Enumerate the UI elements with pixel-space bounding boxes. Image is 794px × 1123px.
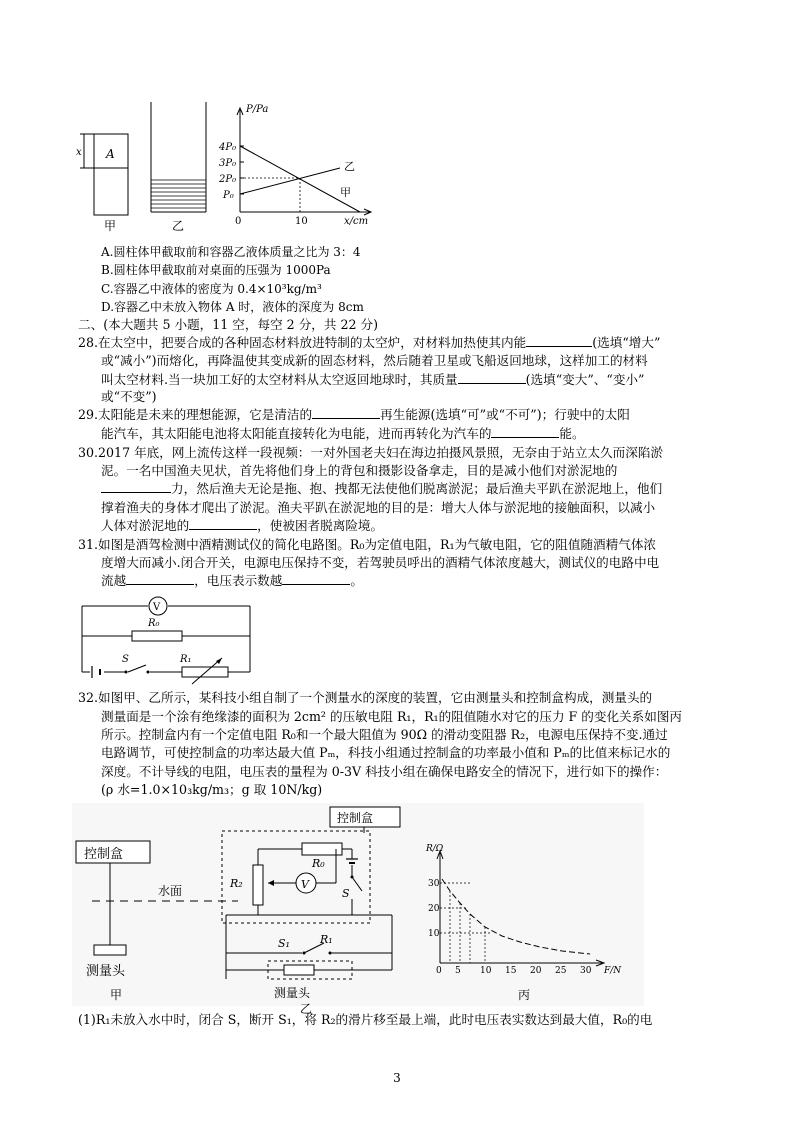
q31-blank-1[interactable] (126, 572, 194, 585)
q31-line-1: 31.如图是酒驾检测中酒精测试仪的简化电路图。R₀为定值电阻，R₁为气敏电阻，它的阻值随酒精气体浓 (78, 537, 657, 552)
q29-blank-2[interactable] (491, 425, 559, 438)
line-label-jia: 甲 (340, 186, 351, 199)
q30-blank-1[interactable] (101, 480, 171, 493)
q29-line-1: 29.太阳能是未来的理想能源，它是清洁的 再生能源(选填“可”或“不可”)；行驶中的太阳 (78, 407, 630, 422)
graph-ticks (240, 146, 244, 194)
r0-yi-label: R₀ (312, 857, 325, 870)
caption-jia: 甲 (110, 988, 123, 1002)
q29-blank-1[interactable] (312, 406, 380, 419)
control-box-yi-label: 控制盒 (337, 811, 374, 825)
q31-line-2: 度增大而减小.闭合开关，电源电压保持不变，若驾驶员呼出的酒精气体浓度越大，测试仪的电路中电 (101, 555, 660, 570)
block-a-label: A (106, 147, 115, 161)
water-surface-label: 水面 (158, 884, 183, 898)
r-xtick-5: 5 (455, 966, 461, 976)
r-xtick-10: 10 (480, 966, 492, 976)
s-label: S (342, 887, 350, 900)
q28-blank-1[interactable] (526, 334, 592, 347)
figure-pressure-graph (74, 98, 374, 238)
option-d: D.容器乙中未放入物体 A 时，液体的深度为 8cm (101, 300, 364, 314)
r0-label: R₀ (148, 618, 160, 629)
q32-sub-1: (1)R₁未放入水中时，闭合 S，断开 S₁，将 R₂的滑片移至最上端，此时电压表实数达到最大值，R₀的电 (78, 1012, 653, 1027)
probe-yi-label: 测量头 (274, 986, 311, 1000)
q28-line-2: 或“减小”)而熔化，再降温使其变成新的固态材料，然后随着卫星或飞船返回地球，这样加工的材料 (101, 353, 648, 368)
probe-jia (94, 945, 126, 955)
ytick-p0: P₀ (223, 190, 234, 201)
cylinder-jia (80, 134, 128, 215)
q28-line-4: 或“不变”) (101, 389, 157, 404)
label-yi: 乙 (172, 219, 185, 233)
q29-line-2: 能汽车，其太阳能电池将太阳能直接转化为电能，进而再转化为汽车的 能。 (101, 426, 585, 441)
ytick-3p0: 3P₀ (219, 158, 237, 169)
q30-line-1: 30.2017 年底，网上流传这样一段视频：一对外国老夫妇在海边拍摄风景照，无奈由于站立太久而深陷淤 (78, 445, 664, 460)
container-yi (151, 102, 206, 212)
graph-xtick-10: 10 (295, 216, 308, 227)
control-box-jia-label: 控制盒 (84, 847, 124, 862)
q31-blank-2[interactable] (282, 572, 350, 585)
page-number: 3 (393, 1071, 401, 1085)
liquid-hatching (151, 180, 206, 208)
line-yi (240, 168, 340, 194)
r2-label: R₂ (230, 877, 243, 890)
q30-line-5: 人体对淤泥地的 ，使被困者脱离险境。 (101, 518, 384, 533)
option-c: C.容器乙中液体的密度为 0.4×10³kg/m³ (101, 282, 322, 296)
q30-line-4: 撑着渔夫的身体才爬出了淤泥。渔夫平趴在淤泥地的目的是：增大人体与淤泥地的接触面积，以减小 (101, 500, 656, 515)
r-ytick-30: 30 (428, 879, 440, 889)
r1-label: R₁ (180, 654, 192, 665)
graph-r-xlabel: F/N (604, 966, 622, 976)
q30-blank-2[interactable] (189, 517, 257, 530)
r-xtick-30: 30 (580, 966, 592, 976)
q28-line-1: 28.在太空中，把要合成的各种固态材料放进特制的太空炉，对材料加热使其内能 (选填“增大” (78, 335, 661, 350)
option-a: A.圆柱体甲截取前和容器乙液体质量之比为 3：4 (101, 245, 361, 259)
label-jia: 甲 (104, 219, 117, 233)
figure-alcohol-tester-circuit (80, 594, 260, 680)
switch-label: S (122, 654, 129, 665)
resistor-r2 (253, 865, 263, 905)
q30-line-3: 力，然后渔夫无论是拖、抱、拽都无法使他们脱离淤泥；最后渔夫平趴在淤泥地上，他们 (101, 480, 751, 497)
r-xtick-20: 20 (530, 966, 542, 976)
graph-ylabel: P/Pa (246, 104, 269, 115)
r1-yi-label: R₁ (320, 933, 333, 946)
ytick-4p0: 4P₀ (219, 142, 237, 153)
resistor-r0 (132, 631, 182, 641)
r-xtick-15: 15 (505, 966, 517, 976)
graph-origin: 0 (235, 216, 242, 227)
caption-bing: 丙 (518, 988, 531, 1002)
graph-xlabel: x/cm (344, 216, 369, 227)
resistor-r1 (182, 667, 228, 677)
caption-yi: 乙 (300, 1002, 313, 1016)
voltmeter-label: V (153, 602, 161, 613)
q28-blank-2[interactable] (458, 371, 526, 384)
q32-line-3: 所示。控制盒内有一个定值电阻 R₀和一个最大阻值为 90Ω 的滑动变阻器 R₂，电源电压保持不变.通过 (101, 727, 668, 742)
q32-line-1: 32.如图甲、乙所示，某科技小组自制了一个测量水的深度的装置，它由测量头和控制盒构成，测量头的 (78, 690, 653, 705)
q31-line-3: 流越 ，电压表示数越 。 (101, 573, 363, 588)
q28-line-3: 叫太空材料.当一块加工好的太空材料从太空返回地球时，其质量 (选填“变大”、“变小” (101, 372, 645, 387)
r-xtick-25: 25 (555, 966, 567, 976)
r-ytick-10: 10 (428, 929, 440, 939)
q32-line-6: (ρ 水=1.0×10₃kg/m₃；g 取 10N/kg) (101, 782, 323, 797)
q30-line-2: 泥。一名中国渔夫见状，首先将他们身上的背包和摄影设备拿走，目的是减小他们对淤泥地的 (101, 463, 618, 478)
line-label-yi: 乙 (344, 160, 355, 173)
q32-line-2: 测量面是一个涂有绝缘漆的面积为 2cm² 的压敏电阻 R₁，R₁的阻值随水对它的压力 F 的变化关系如图丙 (101, 709, 683, 724)
figure-depth-meter (72, 803, 644, 1016)
q32-line-4: 电路调节，可使控制盒的功率达最大值 Pₘ，科技小组通过控制盒的功率最小值和 Pₘ的比值来标记水的 (101, 745, 671, 760)
graph-dashed-guides (240, 178, 300, 212)
r-xtick-0: 0 (436, 966, 442, 976)
r-ytick-20: 20 (428, 904, 440, 914)
resistor-r1-yi (284, 965, 314, 975)
q32-line-5: 深度。不计导线的电阻，电压表的量程为 0-3V 科技小组在确保电路安全的情况下，进行如下的操作： (101, 764, 668, 779)
option-b: B.圆柱体甲截取前对桌面的压强为 1000Pa (101, 263, 331, 277)
ytick-2p0: 2P₀ (219, 174, 237, 185)
section-2-heading: 二、(本大题共 5 小题，11 空，每空 2 分，共 22 分) (78, 317, 379, 332)
probe-jia-label: 测量头 (86, 964, 126, 979)
s1-label: S₁ (278, 937, 290, 950)
graph-r-ylabel: R/Ω (426, 844, 444, 854)
voltmeter-yi-label: V (301, 878, 309, 891)
x-label: x (76, 147, 82, 158)
battery (92, 666, 100, 678)
